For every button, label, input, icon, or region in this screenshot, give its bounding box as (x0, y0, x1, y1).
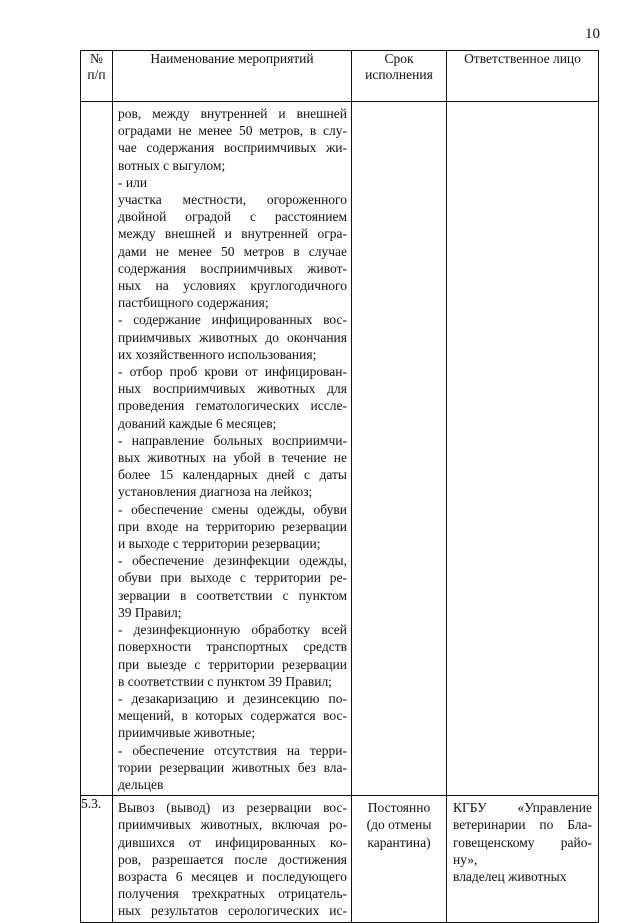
description-line: получения трехкратных отрицатель- (118, 886, 347, 902)
responsible-person (447, 102, 599, 796)
description-line: при входе на территорию резервации (118, 518, 347, 534)
description-line: - обеспечение отсутствия на терри- (118, 742, 347, 758)
responsible-line: ну», (453, 851, 478, 867)
description-line: - или (118, 174, 148, 190)
description-line: - направление больных восприимчи- (118, 432, 347, 448)
row-number: 5.3. (81, 796, 113, 922)
description-line: приимчивых животных, включая ро- (118, 817, 347, 833)
header-name: Наименование мероприятий (113, 51, 352, 102)
description-line: более 15 календарных дней с даты (118, 467, 347, 483)
responsible-line: владелец животных (453, 868, 567, 884)
description-line: - отбор проб крови от инфицирован- (118, 364, 347, 380)
description-line: - дезакаризацию и дезинсекцию по- (118, 690, 347, 706)
description-line: содержания восприимчивых живот- (118, 260, 347, 276)
description-line: обуви при выходе с территории ре- (118, 570, 347, 586)
description-line: ных на условиях круглогодичного (118, 278, 347, 294)
header-term-line1: Срок (384, 51, 414, 66)
description-line: - обеспечение смены одежды, обуви (118, 501, 347, 517)
header-number-symbol: № (90, 51, 103, 66)
description-line: дами не менее 50 метров в случае (118, 243, 347, 259)
header-term-line2: исполнения (365, 67, 433, 82)
description-line: возраста 6 месяцев и последующего (118, 868, 347, 884)
description-line: приимчивых животных до окончания (118, 329, 347, 345)
description-line: участка местности, огороженного (118, 192, 347, 208)
measures-table (80, 50, 599, 923)
responsible-line: говещенскому райо- (453, 834, 592, 850)
description-line: ров, между внутренней и внешней (118, 106, 347, 121)
description-line: и выходе с территории резервации; (118, 536, 321, 552)
description-line: проведения гематологических иссле- (118, 398, 347, 414)
measure-description (113, 102, 352, 796)
measure-description (113, 796, 352, 922)
table-row (81, 796, 599, 922)
term-line: (до отмены (366, 817, 432, 833)
description-line: ных восприимчивых животных для (118, 381, 347, 397)
table-row (81, 102, 599, 796)
description-line: Вывоз (вывод) из резервации вос- (118, 800, 347, 816)
header-number-abbr: п/п (87, 67, 106, 82)
responsible-line: КГБУ «Управление (453, 800, 592, 816)
description-line: оградами не менее 50 метров, в слу- (118, 123, 347, 139)
description-line: - дезинфекционную обработку всей (118, 622, 347, 638)
description-line: двойной оградой с расстоянием (118, 209, 347, 225)
description-line: поверхности транспортных средств (118, 639, 347, 655)
description-line: вых животных на убой в течение не (118, 450, 347, 466)
description-line: дельцев (118, 776, 164, 792)
description-line: - содержание инфицированных вос- (118, 312, 347, 328)
description-line: в соответствии с пунктом 39 Правил; (118, 673, 332, 689)
description-line: мещений, в которых содержатся вос- (118, 708, 347, 724)
row-number (81, 102, 113, 796)
responsible-person (447, 796, 599, 922)
table-header-row (81, 51, 599, 102)
header-number (81, 51, 113, 102)
term-line: карантина) (367, 834, 431, 850)
description-line: пастбищного содержания; (118, 295, 269, 311)
description-line: вотных с выгулом; (118, 157, 226, 173)
description-line: тории резервации животных без вла- (118, 759, 347, 775)
description-line: 39 Правил; (118, 604, 182, 620)
description-line: ров, разрешается после достижения (118, 851, 347, 867)
description-line: приимчивые животные; (118, 725, 256, 741)
description-line: их хозяйственного использования; (118, 346, 317, 362)
header-responsible: Ответственное лицо (447, 51, 599, 102)
page-number: 10 (585, 26, 600, 42)
description-line: при выезде с территории резервации (118, 656, 347, 672)
description-line: ных результатов серологических ис- (118, 903, 347, 919)
description-line: дившихся от инфицированных ко- (118, 834, 347, 850)
execution-term (352, 102, 447, 796)
description-line: чае содержания восприимчивых жи- (118, 140, 347, 156)
description-line: дований каждые 6 месяцев; (118, 415, 277, 431)
responsible-line: ветеринарии по Бла- (453, 817, 592, 833)
description-line: установления диагноза на лейкоз; (118, 484, 313, 500)
execution-term (352, 796, 447, 922)
term-line: Постоянно (367, 800, 431, 816)
description-line: - обеспечение дезинфекции одежды, (118, 553, 347, 569)
description-line: между внешней и внутренней огра- (118, 226, 347, 242)
header-term (352, 51, 447, 102)
description-line: зервации в соответствии с пунктом (118, 587, 347, 603)
